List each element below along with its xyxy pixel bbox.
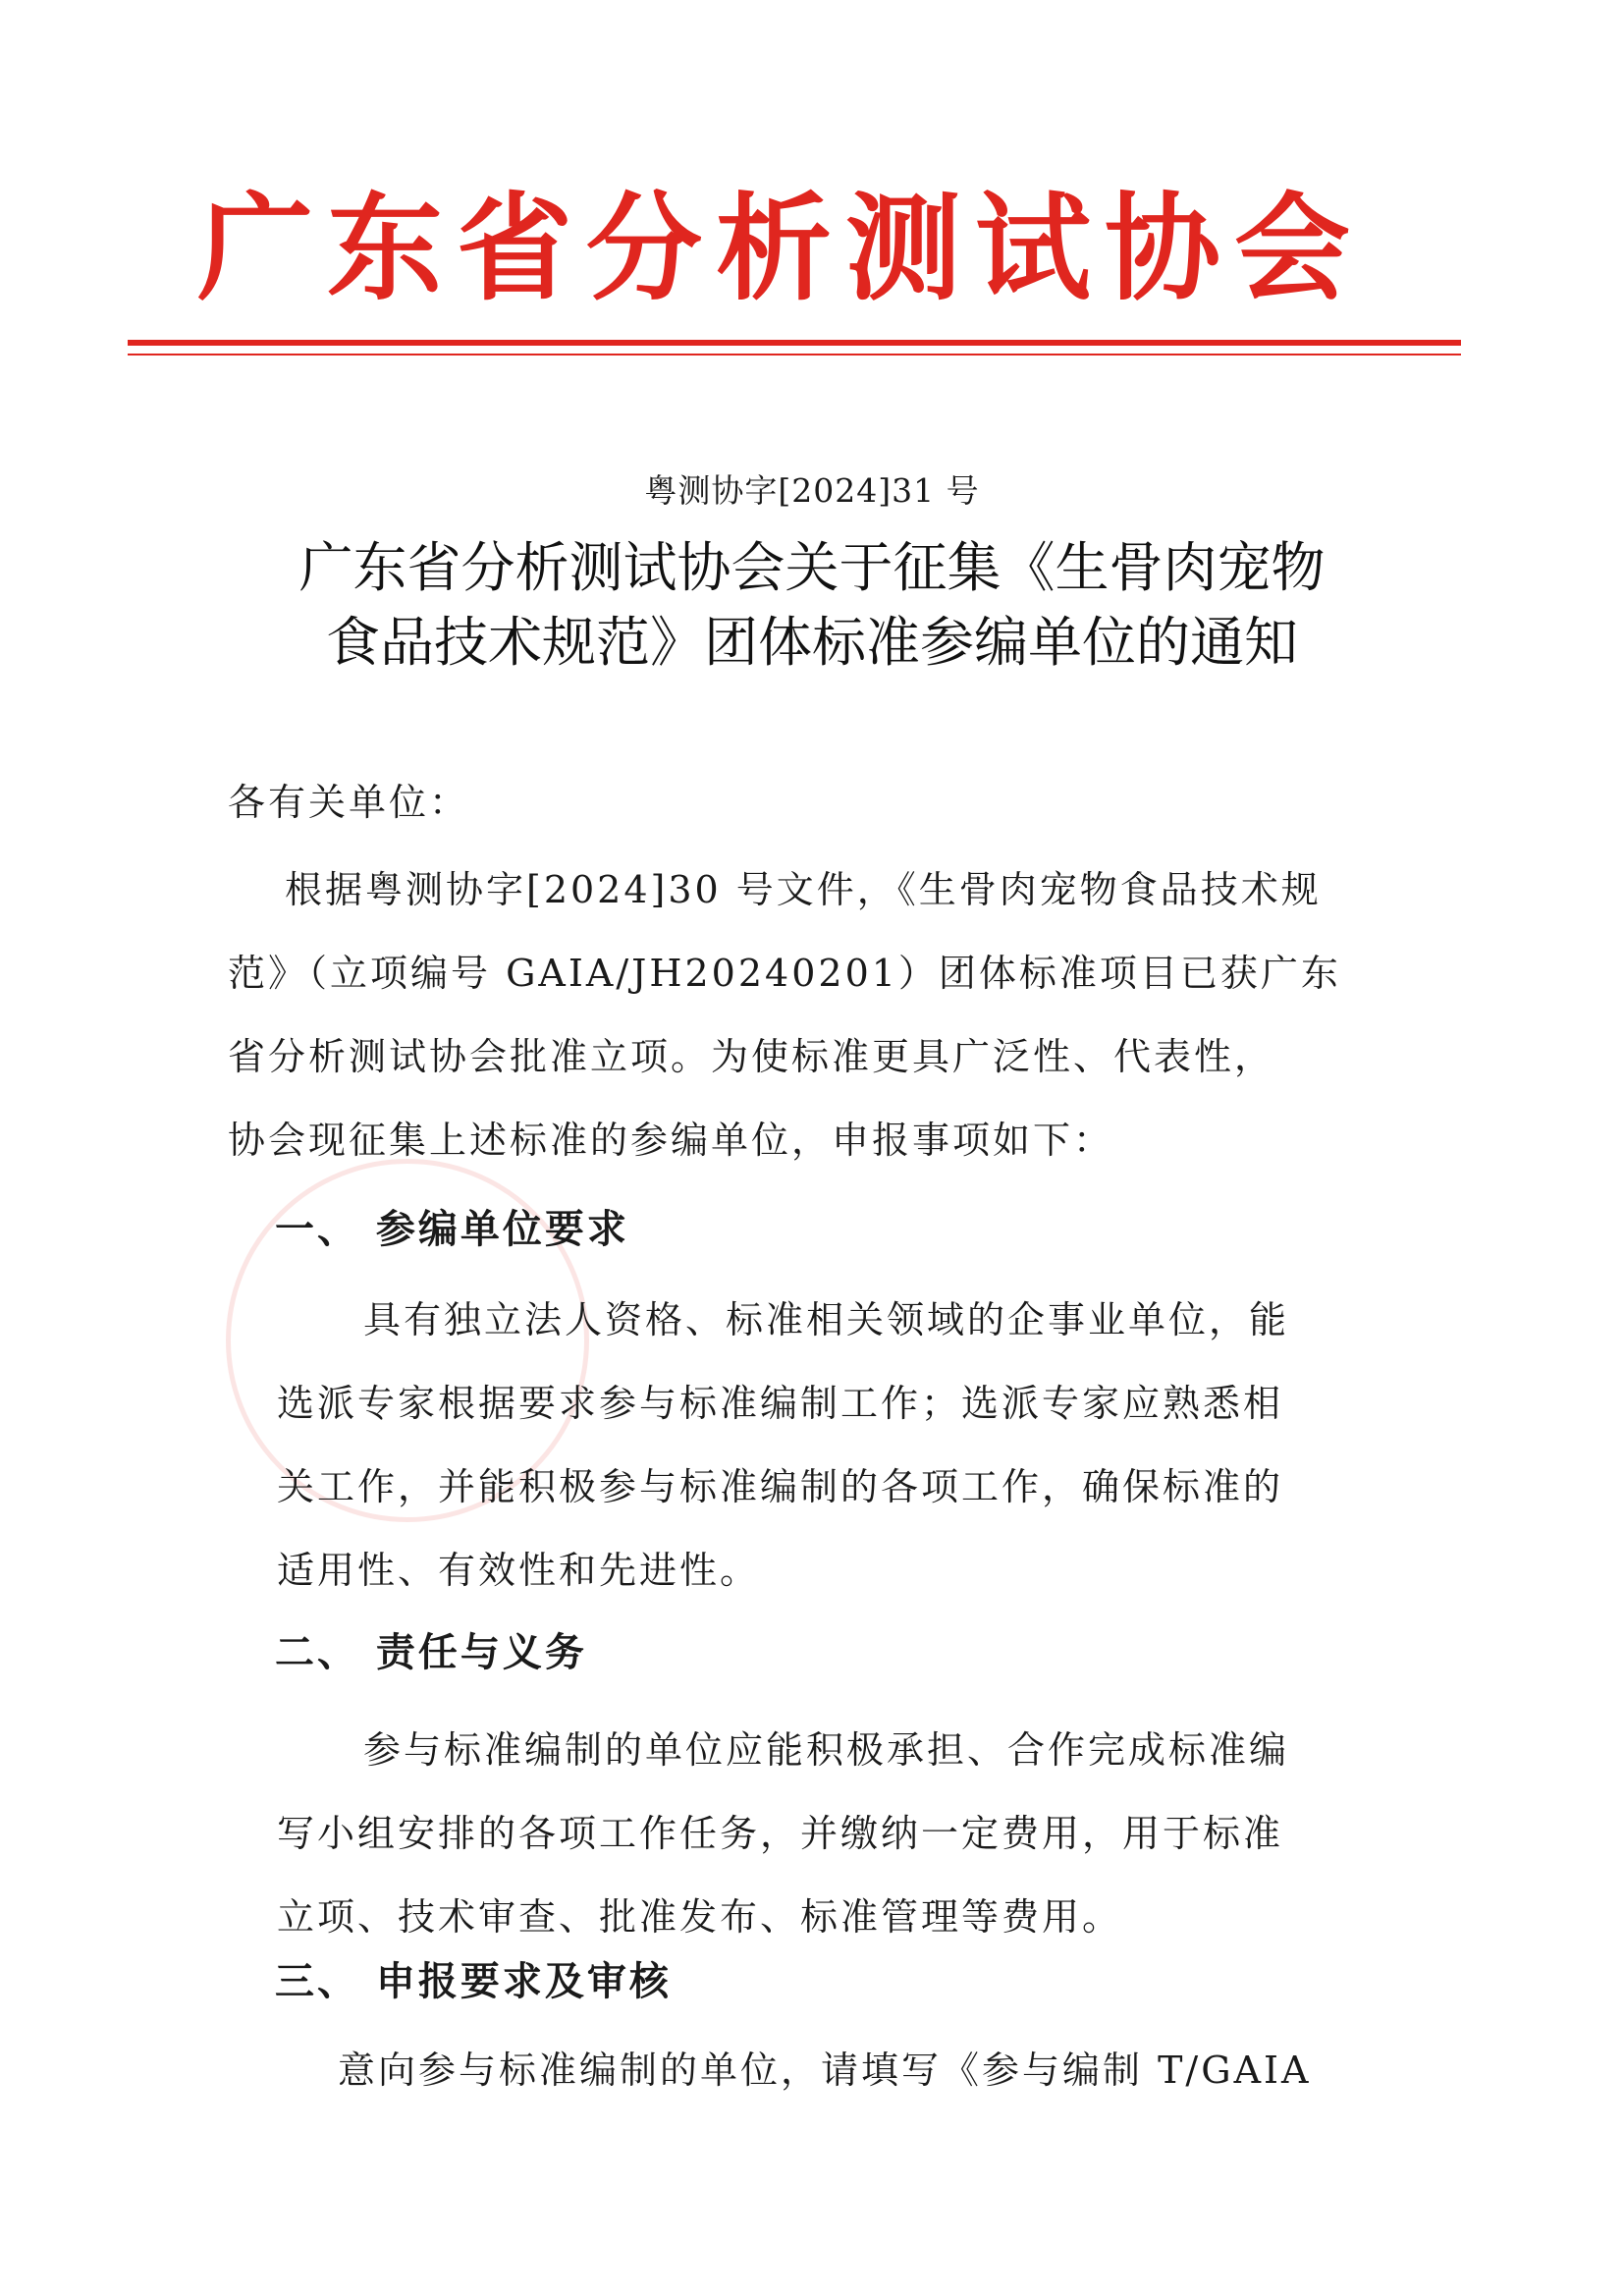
section-2-heading: 二、 责任与义务 <box>275 1629 587 1675</box>
section-1-heading: 一、 参编单位要求 <box>275 1206 629 1252</box>
intro-line-4: 协会现征集上述标准的参编单位，申报事项如下： <box>228 1119 1114 1162</box>
section-3-line-1: 意向参与标准编制的单位，请填写《参与编制 T/GAIA <box>338 2049 1312 2092</box>
section-2-line-1: 参与标准编制的单位应能积极承担、合作完成标准编 <box>363 1728 1290 1772</box>
intro-line-3: 省分析测试协会批准立项。为使标准更具广泛性、代表性， <box>228 1035 1275 1078</box>
title-line-1: 广东省分析测试协会关于征集《生骨肉宠物 <box>298 536 1326 599</box>
section-2-line-3: 立项、技术审查、批准发布、标准管理等费用。 <box>277 1895 1123 1939</box>
section-1-line-1: 具有独立法人资格、标准相关领域的企事业单位，能 <box>363 1298 1290 1341</box>
section-1-line-2: 选派专家根据要求参与标准编制工作；选派专家应熟悉相 <box>277 1382 1284 1425</box>
section-2-line-2: 写小组安排的各项工作任务，并缴纳一定费用，用于标准 <box>277 1812 1284 1855</box>
title-line-2: 食品技术规范》团体标准参编单位的通知 <box>325 611 1298 674</box>
intro-line-1: 根据粤测协字[2024]30 号文件，《生骨肉宠物食品技术规 <box>285 868 1322 911</box>
section-1-line-4: 适用性、有效性和先进性。 <box>277 1549 761 1592</box>
document-title <box>216 530 1408 680</box>
masthead-rule-thin <box>128 354 1461 355</box>
document-number: 粤测协字[2024]31 号 <box>644 471 980 510</box>
salutation: 各有关单位： <box>228 781 470 824</box>
masthead-title: 广东省分析测试协会 <box>196 180 1364 316</box>
section-1-line-3: 关工作，并能积极参与标准编制的各项工作，确保标准的 <box>277 1465 1284 1508</box>
section-3-heading: 三、 申报要求及审核 <box>275 1958 672 2004</box>
masthead-rule-thick <box>128 340 1461 346</box>
intro-line-2: 范》（立项编号 GAIA/JH20240201）团体标准项目已获广东 <box>228 952 1341 995</box>
